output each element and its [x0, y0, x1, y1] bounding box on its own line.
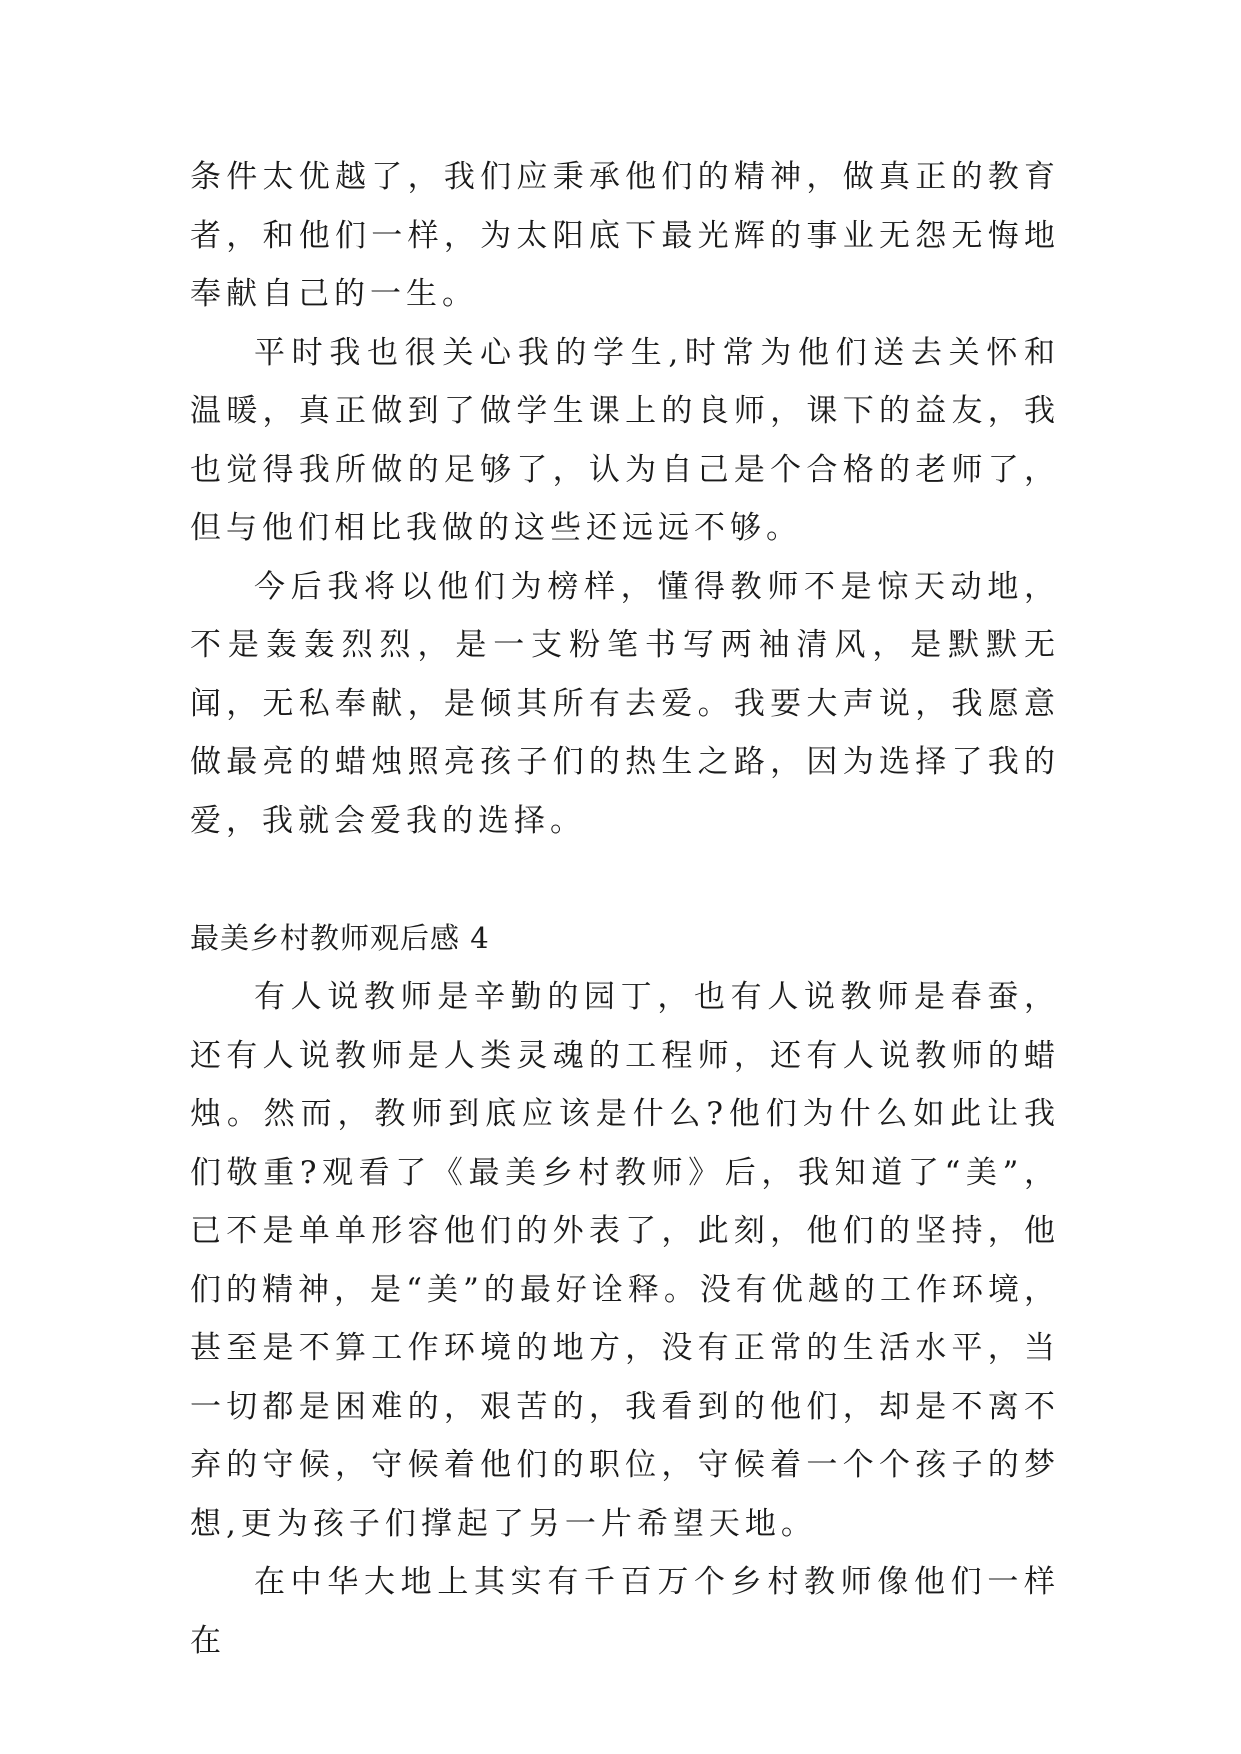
paragraph-rural-teachers: 在中华大地上其实有千百万个乡村教师像他们一样在 [190, 1564, 1060, 1659]
document-body [190, 148, 1060, 1670]
paragraph-care-for-students: 平时我也很关心我的学生,时常为他们送去关怀和温暖，真正做到了做学生课上的良师，课下的益友，我也觉得我所做的足够了，认为自己是个合格的老师了，但与他们相比我做的这些还远远不够。 [190, 334, 1060, 546]
paragraph-role-model: 今后我将以他们为榜样，懂得教师不是惊天动地，不是轰轰烈烈，是一支粉笔书写两袖清风，是默默无闻，无私奉献，是倾其所有去爱。我要大声说，我愿意做最亮的蜡烛照亮孩子们的热生之路，因为选择了我的爱，我就会爱我的选择。 [190, 568, 1060, 839]
paragraph-what-is-teacher: 有人说教师是辛勤的园丁，也有人说教师是春蚕，还有人说教师是人类灵魂的工程师，还有人说教师的蜡烛。然而，教师到底应该是什么?他们为什么如此让我们敬重?观看了《最美乡村教师》后，我知道了“美”，已不是单单形容他们的外表了，此刻，他们的坚持，他们的精神，是“美”的最好诠释。没有优越的工作环境，甚至是不算工作环境的地方，没有正常的生活水平，当一切都是困难的，艰苦的，我看到的他们，却是不离不弃的守候，守候着他们的职位，守候着一个个孩子的梦想,更为孩子们撑起了另一片希望天地。 [190, 979, 1060, 1542]
paragraph-continuation: 条件太优越了，我们应秉承他们的精神，做真正的教育者，和他们一样，为太阳底下最光辉的事业无怨无悔地奉献自己的一生。 [190, 159, 1060, 312]
section-heading: 最美乡村教师观后感 4 [190, 921, 490, 955]
